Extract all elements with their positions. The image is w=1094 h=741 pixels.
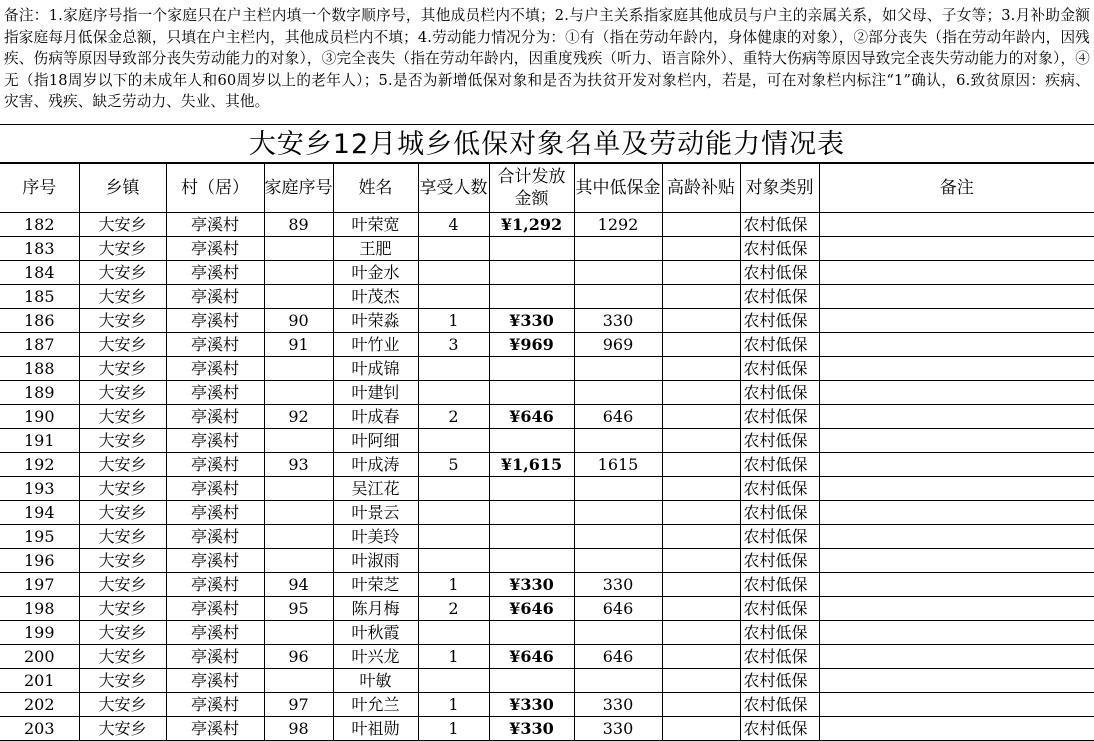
cell-family-no (264, 525, 333, 549)
recipient-table (0, 163, 1094, 741)
cell-persons: 1 (418, 693, 489, 717)
cell-town: 大安乡 (79, 261, 166, 285)
cell-remark (819, 477, 1094, 501)
cell-persons (418, 477, 489, 501)
cell-elder-subsidy (662, 621, 740, 645)
cell-town: 大安乡 (79, 309, 166, 333)
cell-seq: 195 (0, 525, 79, 549)
table-row (0, 429, 1094, 453)
cell-persons: 1 (418, 645, 489, 669)
cell-name: 叶秋霞 (333, 621, 418, 645)
cell-persons: 1 (418, 717, 489, 741)
cell-town: 大安乡 (79, 405, 166, 429)
cell-category: 农村低保 (740, 453, 819, 477)
cell-persons (418, 525, 489, 549)
cell-remark (819, 381, 1094, 405)
cell-elder-subsidy (662, 261, 740, 285)
cell-total-amount: ¥1,292 (489, 213, 574, 237)
cell-persons: 1 (418, 309, 489, 333)
table-row (0, 285, 1094, 309)
table-row (0, 621, 1094, 645)
cell-total-amount (489, 669, 574, 693)
cell-total-amount (489, 549, 574, 573)
cell-village: 亭溪村 (166, 597, 264, 621)
cell-name: 叶竹业 (333, 333, 418, 357)
cell-category: 农村低保 (740, 309, 819, 333)
cell-seq: 186 (0, 309, 79, 333)
cell-category: 农村低保 (740, 333, 819, 357)
cell-seq: 203 (0, 717, 79, 741)
cell-persons (418, 669, 489, 693)
cell-allowance (574, 477, 662, 501)
cell-total-amount: ¥646 (489, 405, 574, 429)
cell-village: 亭溪村 (166, 501, 264, 525)
cell-name: 叶兴龙 (333, 645, 418, 669)
cell-village: 亭溪村 (166, 693, 264, 717)
cell-seq: 202 (0, 693, 79, 717)
cell-total-amount: ¥330 (489, 693, 574, 717)
cell-elder-subsidy (662, 453, 740, 477)
cell-elder-subsidy (662, 525, 740, 549)
cell-village: 亭溪村 (166, 477, 264, 501)
cell-allowance: 330 (574, 309, 662, 333)
cell-elder-subsidy (662, 717, 740, 741)
cell-seq: 190 (0, 405, 79, 429)
cell-village: 亭溪村 (166, 669, 264, 693)
cell-category: 农村低保 (740, 549, 819, 573)
cell-town: 大安乡 (79, 717, 166, 741)
cell-category: 农村低保 (740, 381, 819, 405)
cell-remark (819, 213, 1094, 237)
table-row (0, 573, 1094, 597)
cell-town: 大安乡 (79, 237, 166, 261)
cell-elder-subsidy (662, 573, 740, 597)
cell-remark (819, 693, 1094, 717)
cell-village: 亭溪村 (166, 237, 264, 261)
table-row (0, 549, 1094, 573)
cell-total-amount (489, 261, 574, 285)
table-row (0, 333, 1094, 357)
cell-category: 农村低保 (740, 429, 819, 453)
header-name: 姓名 (333, 164, 418, 213)
cell-total-amount (489, 525, 574, 549)
cell-allowance (574, 549, 662, 573)
cell-total-amount (489, 357, 574, 381)
cell-town: 大安乡 (79, 549, 166, 573)
header-town: 乡镇 (79, 164, 166, 213)
cell-seq: 191 (0, 429, 79, 453)
cell-remark (819, 717, 1094, 741)
cell-elder-subsidy (662, 381, 740, 405)
header-elder-subsidy: 高龄补贴 (662, 164, 740, 213)
cell-family-no (264, 669, 333, 693)
cell-elder-subsidy (662, 645, 740, 669)
cell-village: 亭溪村 (166, 261, 264, 285)
cell-town: 大安乡 (79, 597, 166, 621)
table-row (0, 717, 1094, 741)
cell-persons: 1 (418, 573, 489, 597)
cell-allowance (574, 237, 662, 261)
table-row (0, 525, 1094, 549)
cell-seq: 197 (0, 573, 79, 597)
cell-town: 大安乡 (79, 621, 166, 645)
cell-remark (819, 237, 1094, 261)
cell-remark (819, 453, 1094, 477)
cell-category: 农村低保 (740, 717, 819, 741)
cell-category: 农村低保 (740, 597, 819, 621)
cell-seq: 187 (0, 333, 79, 357)
cell-persons (418, 237, 489, 261)
cell-allowance (574, 501, 662, 525)
cell-name: 陈月梅 (333, 597, 418, 621)
cell-name: 叶淑雨 (333, 549, 418, 573)
cell-name: 叶允兰 (333, 693, 418, 717)
cell-seq: 199 (0, 621, 79, 645)
cell-remark (819, 597, 1094, 621)
table-row (0, 501, 1094, 525)
cell-total-amount (489, 501, 574, 525)
cell-persons: 5 (418, 453, 489, 477)
cell-total-amount: ¥646 (489, 645, 574, 669)
cell-name: 叶茂杰 (333, 285, 418, 309)
cell-remark (819, 501, 1094, 525)
cell-seq: 193 (0, 477, 79, 501)
table-row (0, 693, 1094, 717)
cell-town: 大安乡 (79, 333, 166, 357)
cell-total-amount (489, 237, 574, 261)
cell-persons (418, 621, 489, 645)
cell-seq: 184 (0, 261, 79, 285)
cell-persons (418, 285, 489, 309)
cell-total-amount (489, 621, 574, 645)
cell-family-no: 92 (264, 405, 333, 429)
cell-category: 农村低保 (740, 693, 819, 717)
cell-persons (418, 381, 489, 405)
cell-category: 农村低保 (740, 261, 819, 285)
cell-elder-subsidy (662, 309, 740, 333)
cell-town: 大安乡 (79, 525, 166, 549)
cell-remark (819, 333, 1094, 357)
cell-town: 大安乡 (79, 573, 166, 597)
cell-town: 大安乡 (79, 453, 166, 477)
cell-family-no: 96 (264, 645, 333, 669)
cell-category: 农村低保 (740, 477, 819, 501)
cell-town: 大安乡 (79, 285, 166, 309)
cell-town: 大安乡 (79, 645, 166, 669)
cell-allowance: 646 (574, 645, 662, 669)
cell-remark (819, 621, 1094, 645)
cell-allowance: 330 (574, 717, 662, 741)
cell-allowance (574, 429, 662, 453)
cell-allowance: 1615 (574, 453, 662, 477)
cell-name: 叶金水 (333, 261, 418, 285)
cell-seq: 196 (0, 549, 79, 573)
cell-family-no (264, 501, 333, 525)
header-category: 对象类别 (740, 164, 819, 213)
cell-seq: 201 (0, 669, 79, 693)
cell-allowance (574, 285, 662, 309)
cell-town: 大安乡 (79, 213, 166, 237)
cell-category: 农村低保 (740, 285, 819, 309)
cell-family-no: 89 (264, 213, 333, 237)
cell-family-no: 90 (264, 309, 333, 333)
cell-family-no (264, 429, 333, 453)
cell-total-amount: ¥330 (489, 717, 574, 741)
table-row (0, 261, 1094, 285)
cell-remark (819, 309, 1094, 333)
cell-elder-subsidy (662, 597, 740, 621)
cell-elder-subsidy (662, 285, 740, 309)
cell-total-amount: ¥330 (489, 309, 574, 333)
cell-name: 叶建钊 (333, 381, 418, 405)
table-row (0, 645, 1094, 669)
cell-town: 大安乡 (79, 693, 166, 717)
cell-total-amount (489, 429, 574, 453)
cell-name: 叶成锦 (333, 357, 418, 381)
cell-town: 大安乡 (79, 477, 166, 501)
cell-persons (418, 429, 489, 453)
cell-family-no (264, 621, 333, 645)
cell-family-no (264, 381, 333, 405)
cell-category: 农村低保 (740, 213, 819, 237)
cell-village: 亭溪村 (166, 645, 264, 669)
cell-village: 亭溪村 (166, 429, 264, 453)
cell-elder-subsidy (662, 237, 740, 261)
header-family-no: 家庭序号 (264, 164, 333, 213)
cell-seq: 185 (0, 285, 79, 309)
cell-category: 农村低保 (740, 501, 819, 525)
cell-village: 亭溪村 (166, 333, 264, 357)
cell-allowance: 646 (574, 597, 662, 621)
cell-allowance: 330 (574, 693, 662, 717)
cell-village: 亭溪村 (166, 621, 264, 645)
cell-seq: 182 (0, 213, 79, 237)
cell-allowance: 969 (574, 333, 662, 357)
cell-allowance (574, 669, 662, 693)
cell-name: 叶敏 (333, 669, 418, 693)
remarks-note: 备注：1.家庭序号指一个家庭只在户主栏内填一个数字顺序号，其他成员栏内不填；2.与户主关系指家庭其他成员与户主的亲属关系，如父母、子女等；3.月补助金额指家庭每月低保金总额，只填在户主栏内，其他成员栏内不填；4.劳动能力情况分为：①有（指在劳动年龄内，身体健康的对象），②部分丧失（指在劳动年龄内，因残疾、伤病等原因导致部分丧失劳动能力的对象），③完全丧失（指在劳动年龄内，因重度残疾（听力、语言除外）、重特大伤病等原因导致完全丧失劳动能力的对象），④无（指18周岁以下的未成年人和60周岁以上的老年人）；5.是否为新增低保对象和是否为扶贫开发对象栏内，若是，可在对象栏内标注“1”确认，6.致贫原因：疾病、灾害、残疾、缺乏劳动力、失业、其他。 (0, 0, 1094, 125)
cell-category: 农村低保 (740, 405, 819, 429)
cell-persons (418, 549, 489, 573)
cell-family-no (264, 285, 333, 309)
header-allowance: 其中低保金 (574, 164, 662, 213)
cell-persons: 3 (418, 333, 489, 357)
cell-allowance (574, 261, 662, 285)
cell-elder-subsidy (662, 669, 740, 693)
cell-village: 亭溪村 (166, 717, 264, 741)
cell-family-no: 98 (264, 717, 333, 741)
cell-village: 亭溪村 (166, 573, 264, 597)
cell-name: 吴江花 (333, 477, 418, 501)
cell-family-no: 93 (264, 453, 333, 477)
cell-name: 叶阿细 (333, 429, 418, 453)
cell-name: 叶荣淼 (333, 309, 418, 333)
table-row (0, 213, 1094, 237)
table-row (0, 597, 1094, 621)
cell-town: 大安乡 (79, 429, 166, 453)
cell-town: 大安乡 (79, 357, 166, 381)
cell-allowance (574, 381, 662, 405)
cell-remark (819, 285, 1094, 309)
cell-family-no: 95 (264, 597, 333, 621)
header-row (0, 164, 1094, 213)
cell-total-amount: ¥969 (489, 333, 574, 357)
cell-total-amount: ¥1,615 (489, 453, 574, 477)
cell-village: 亭溪村 (166, 357, 264, 381)
cell-remark (819, 573, 1094, 597)
cell-category: 农村低保 (740, 573, 819, 597)
cell-village: 亭溪村 (166, 405, 264, 429)
cell-seq: 183 (0, 237, 79, 261)
cell-village: 亭溪村 (166, 525, 264, 549)
cell-remark (819, 261, 1094, 285)
table-row (0, 357, 1094, 381)
cell-total-amount (489, 285, 574, 309)
header-seq: 序号 (0, 164, 79, 213)
cell-family-no (264, 237, 333, 261)
header-village: 村（居） (166, 164, 264, 213)
cell-family-no (264, 477, 333, 501)
cell-town: 大安乡 (79, 381, 166, 405)
cell-elder-subsidy (662, 477, 740, 501)
cell-village: 亭溪村 (166, 453, 264, 477)
cell-seq: 194 (0, 501, 79, 525)
cell-persons: 4 (418, 213, 489, 237)
cell-family-no (264, 261, 333, 285)
cell-elder-subsidy (662, 213, 740, 237)
cell-name: 叶成涛 (333, 453, 418, 477)
cell-elder-subsidy (662, 357, 740, 381)
cell-village: 亭溪村 (166, 549, 264, 573)
cell-family-no: 94 (264, 573, 333, 597)
cell-family-no: 97 (264, 693, 333, 717)
header-total-amount: 合计发放金额 (489, 164, 574, 213)
cell-village: 亭溪村 (166, 213, 264, 237)
cell-allowance: 1292 (574, 213, 662, 237)
cell-persons (418, 261, 489, 285)
cell-village: 亭溪村 (166, 381, 264, 405)
cell-remark (819, 645, 1094, 669)
cell-elder-subsidy (662, 501, 740, 525)
cell-persons: 2 (418, 597, 489, 621)
cell-village: 亭溪村 (166, 285, 264, 309)
cell-seq: 200 (0, 645, 79, 669)
cell-family-no (264, 549, 333, 573)
cell-remark (819, 549, 1094, 573)
cell-seq: 198 (0, 597, 79, 621)
cell-allowance (574, 621, 662, 645)
cell-allowance (574, 357, 662, 381)
cell-family-no: 91 (264, 333, 333, 357)
cell-category: 农村低保 (740, 237, 819, 261)
cell-elder-subsidy (662, 693, 740, 717)
cell-total-amount: ¥646 (489, 597, 574, 621)
cell-category: 农村低保 (740, 669, 819, 693)
cell-category: 农村低保 (740, 645, 819, 669)
table-row (0, 237, 1094, 261)
cell-name: 叶美玲 (333, 525, 418, 549)
cell-allowance (574, 525, 662, 549)
cell-town: 大安乡 (79, 669, 166, 693)
cell-remark (819, 429, 1094, 453)
cell-allowance: 330 (574, 573, 662, 597)
cell-total-amount: ¥330 (489, 573, 574, 597)
cell-remark (819, 357, 1094, 381)
table-row (0, 381, 1094, 405)
cell-name: 叶荣芝 (333, 573, 418, 597)
cell-remark (819, 669, 1094, 693)
cell-remark (819, 525, 1094, 549)
cell-allowance: 646 (574, 405, 662, 429)
cell-seq: 192 (0, 453, 79, 477)
table-row (0, 405, 1094, 429)
cell-elder-subsidy (662, 333, 740, 357)
cell-elder-subsidy (662, 549, 740, 573)
cell-elder-subsidy (662, 429, 740, 453)
table-row (0, 453, 1094, 477)
table-row (0, 477, 1094, 501)
cell-persons (418, 357, 489, 381)
cell-total-amount (489, 381, 574, 405)
cell-village: 亭溪村 (166, 309, 264, 333)
cell-category: 农村低保 (740, 357, 819, 381)
cell-town: 大安乡 (79, 501, 166, 525)
cell-name: 叶景云 (333, 501, 418, 525)
table-row (0, 309, 1094, 333)
cell-remark (819, 405, 1094, 429)
cell-total-amount (489, 477, 574, 501)
cell-name: 叶荣宽 (333, 213, 418, 237)
cell-persons (418, 501, 489, 525)
cell-category: 农村低保 (740, 525, 819, 549)
cell-name: 叶祖勋 (333, 717, 418, 741)
cell-name: 王肥 (333, 237, 418, 261)
header-persons: 享受人数 (418, 164, 489, 213)
cell-elder-subsidy (662, 405, 740, 429)
cell-seq: 189 (0, 381, 79, 405)
page-title: 大安乡12月城乡低保对象名单及劳动能力情况表 (0, 125, 1094, 163)
cell-family-no (264, 357, 333, 381)
header-remark: 备注 (819, 164, 1094, 213)
cell-category: 农村低保 (740, 621, 819, 645)
cell-seq: 188 (0, 357, 79, 381)
cell-name: 叶成春 (333, 405, 418, 429)
cell-persons: 2 (418, 405, 489, 429)
table-row (0, 669, 1094, 693)
